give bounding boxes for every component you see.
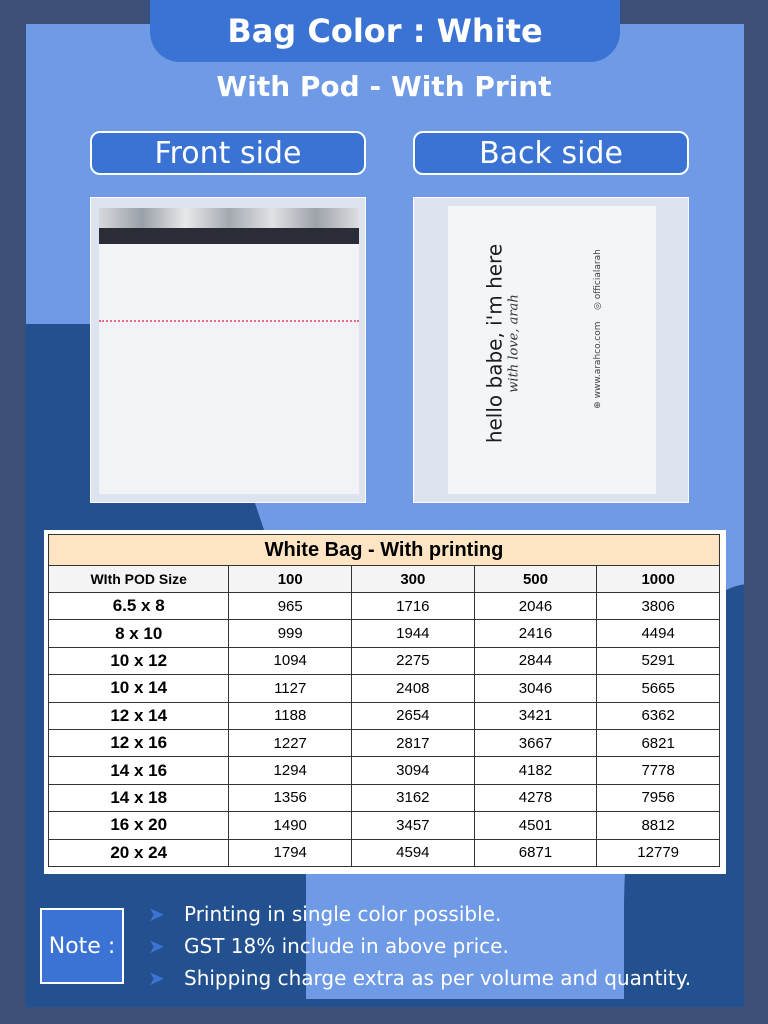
column-header-1000: 1000 <box>597 566 720 593</box>
price-cell: 1794 <box>229 839 352 866</box>
price-cell: 1716 <box>352 593 475 620</box>
size-cell: 16 x 20 <box>49 812 229 839</box>
column-header-size: WIth POD Size <box>49 566 229 593</box>
arrow-right-icon: ➤ <box>148 902 165 926</box>
page-title: Bag Color : White <box>150 0 620 62</box>
note-text: Shipping charge extra as per volume and quantity. <box>184 966 692 990</box>
front-side-photo <box>90 197 366 503</box>
price-cell: 7956 <box>597 784 720 811</box>
size-cell: 10 x 14 <box>49 675 229 702</box>
note-item <box>148 902 501 926</box>
size-cell: 20 x 24 <box>49 839 229 866</box>
back-print-website: www.arahco.com <box>593 321 603 399</box>
size-cell: 14 x 18 <box>49 784 229 811</box>
price-table <box>48 534 720 867</box>
table-row <box>49 839 720 866</box>
back-side-label: Back side <box>413 131 689 175</box>
price-cell: 1094 <box>229 647 352 674</box>
table-row <box>49 729 720 756</box>
front-bag-image <box>99 208 359 494</box>
bottom-band <box>26 999 744 1007</box>
column-header-300: 300 <box>352 566 475 593</box>
seal-tape <box>99 208 359 228</box>
size-cell: 6.5 x 8 <box>49 593 229 620</box>
front-side-label: Front side <box>90 131 366 175</box>
back-print-text <box>483 214 522 474</box>
price-cell: 4278 <box>474 784 597 811</box>
price-cell: 6362 <box>597 702 720 729</box>
price-cell: 1490 <box>229 812 352 839</box>
seal-line <box>99 320 359 324</box>
price-cell: 2817 <box>352 729 475 756</box>
price-cell: 12779 <box>597 839 720 866</box>
price-cell: 1227 <box>229 729 352 756</box>
price-cell: 6821 <box>597 729 720 756</box>
price-cell: 1356 <box>229 784 352 811</box>
globe-icon: ⊕ <box>593 401 603 409</box>
table-row <box>49 675 720 702</box>
back-print-handle: officialarah <box>593 249 603 300</box>
column-header-500: 500 <box>474 566 597 593</box>
page-subtitle: With Pod - With Print <box>216 70 552 103</box>
note-label: Note : <box>40 908 124 984</box>
table-row <box>49 647 720 674</box>
size-cell: 12 x 16 <box>49 729 229 756</box>
price-cell: 4182 <box>474 757 597 784</box>
price-cell: 2844 <box>474 647 597 674</box>
price-cell: 7778 <box>597 757 720 784</box>
price-cell: 3421 <box>474 702 597 729</box>
price-cell: 2408 <box>352 675 475 702</box>
arrow-right-icon: ➤ <box>148 966 165 990</box>
price-cell: 999 <box>229 620 352 647</box>
back-side-photo <box>413 197 689 503</box>
price-cell: 3806 <box>597 593 720 620</box>
price-cell: 2654 <box>352 702 475 729</box>
instagram-icon: ◎ <box>593 302 603 311</box>
column-header-100: 100 <box>229 566 352 593</box>
table-row <box>49 784 720 811</box>
back-bag-image <box>448 206 656 494</box>
note-text: GST 18% include in above price. <box>184 934 509 958</box>
table-header-row <box>49 566 720 593</box>
price-cell: 4494 <box>597 620 720 647</box>
size-cell: 10 x 12 <box>49 647 229 674</box>
price-cell: 2416 <box>474 620 597 647</box>
price-cell: 3162 <box>352 784 475 811</box>
price-cell: 6871 <box>474 839 597 866</box>
price-table-container <box>44 530 726 874</box>
price-cell: 5291 <box>597 647 720 674</box>
price-cell: 2275 <box>352 647 475 674</box>
table-row <box>49 620 720 647</box>
size-cell: 12 x 14 <box>49 702 229 729</box>
table-row <box>49 593 720 620</box>
arrow-right-icon: ➤ <box>148 934 165 958</box>
price-cell: 4594 <box>352 839 475 866</box>
price-cell: 3046 <box>474 675 597 702</box>
table-row <box>49 812 720 839</box>
price-cell: 2046 <box>474 593 597 620</box>
price-cell: 3457 <box>352 812 475 839</box>
note-text: Printing in single color possible. <box>184 902 502 926</box>
price-cell: 1188 <box>229 702 352 729</box>
price-cell: 3667 <box>474 729 597 756</box>
price-cell: 8812 <box>597 812 720 839</box>
table-title: White Bag - With printing <box>49 535 720 566</box>
price-cell: 965 <box>229 593 352 620</box>
size-cell: 14 x 16 <box>49 757 229 784</box>
price-cell: 4501 <box>474 812 597 839</box>
back-print-main: hello babe, i'm here <box>482 243 507 444</box>
note-item <box>148 966 691 990</box>
price-cell: 1944 <box>352 620 475 647</box>
note-item <box>148 934 509 958</box>
price-cell: 5665 <box>597 675 720 702</box>
table-row <box>49 757 720 784</box>
price-cell: 1294 <box>229 757 352 784</box>
table-row <box>49 702 720 729</box>
size-cell: 8 x 10 <box>49 620 229 647</box>
back-print-script: with love, arah <box>506 294 522 393</box>
price-cell: 1127 <box>229 675 352 702</box>
back-print-contact <box>593 209 603 449</box>
price-cell: 3094 <box>352 757 475 784</box>
